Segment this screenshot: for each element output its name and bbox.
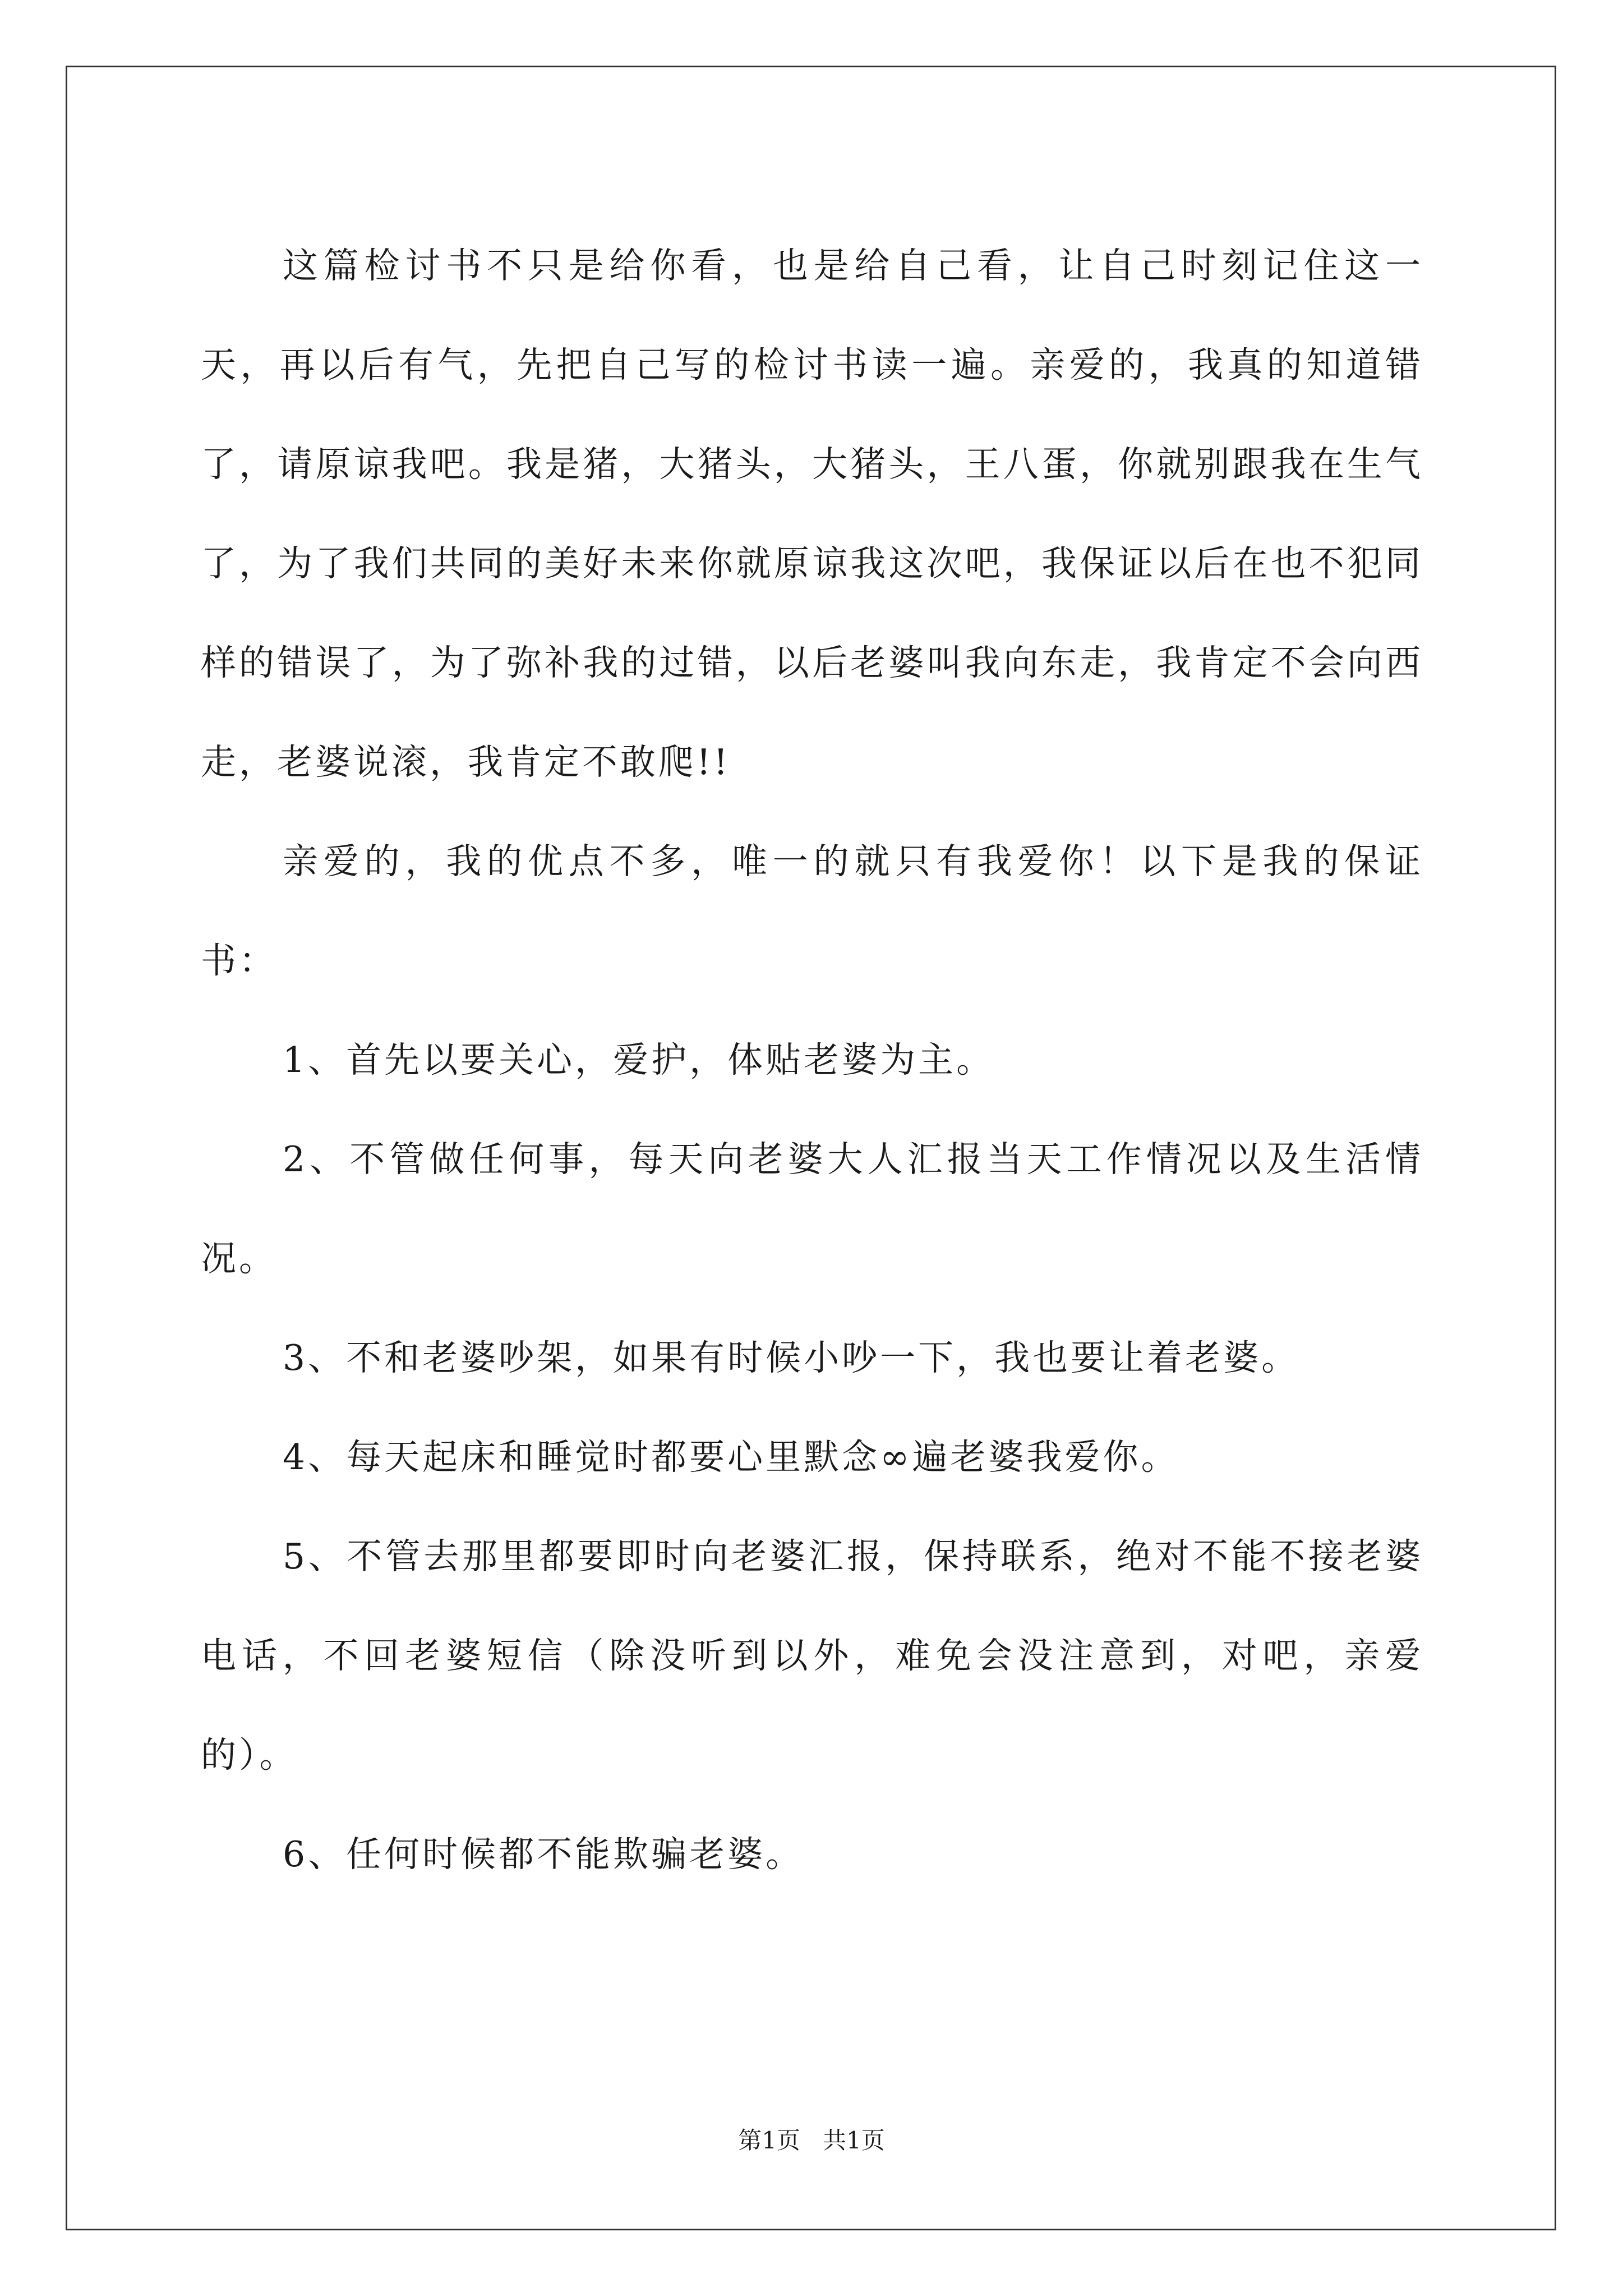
paragraph-pledge-intro: 亲爱的，我的优点不多，唯一的就只有我爱你！以下是我的保证书：: [201, 841, 1423, 981]
pledge-item-1: 1、首先以要关心，爱护，体贴老婆为主。: [283, 1039, 995, 1080]
pledge-item-6: 6、任何时候都不能欺骗老婆。: [283, 1834, 804, 1875]
pledge-item-5: 5、不管去那里都要即时向老婆汇报，保持联系，绝对不能不接老婆电话，不回老婆短信（除没听到以外，难免会没注意到，对吧，亲爱的）。: [201, 1536, 1423, 1775]
pledge-item-4: 4、每天起床和睡觉时都要心里默念∞遍老婆我爱你。: [283, 1437, 1179, 1478]
paragraph-intro: 这篇检讨书不只是给你看，也是给自己看，让自己时刻记住这一天，再以后有气，先把自己写的检讨书读一遍。亲爱的，我真的知道错了，请原谅我吧。我是猪，大猪头，大猪头，王八蛋，你就别跟我在生气了，为了我们共同的美好未来你就原谅我这次吧，我保证以后在也不犯同样的错误了，为了弥补我的过错，以后老婆叫我向东走，我肯定不会向西走，老婆说滚，我肯定不敢爬!!: [201, 245, 1423, 783]
page-footer: [0, 2124, 1623, 2157]
pledge-item-3: 3、不和老婆吵架，如果有时候小吵一下，我也要让着老婆。: [283, 1337, 1300, 1378]
page-number: 第1页 共1页: [738, 2127, 885, 2154]
document-body: [201, 216, 1423, 1904]
pledge-item-2: 2、不管做任何事，每天向老婆大人汇报当天工作情况以及生活情况。: [201, 1139, 1423, 1279]
